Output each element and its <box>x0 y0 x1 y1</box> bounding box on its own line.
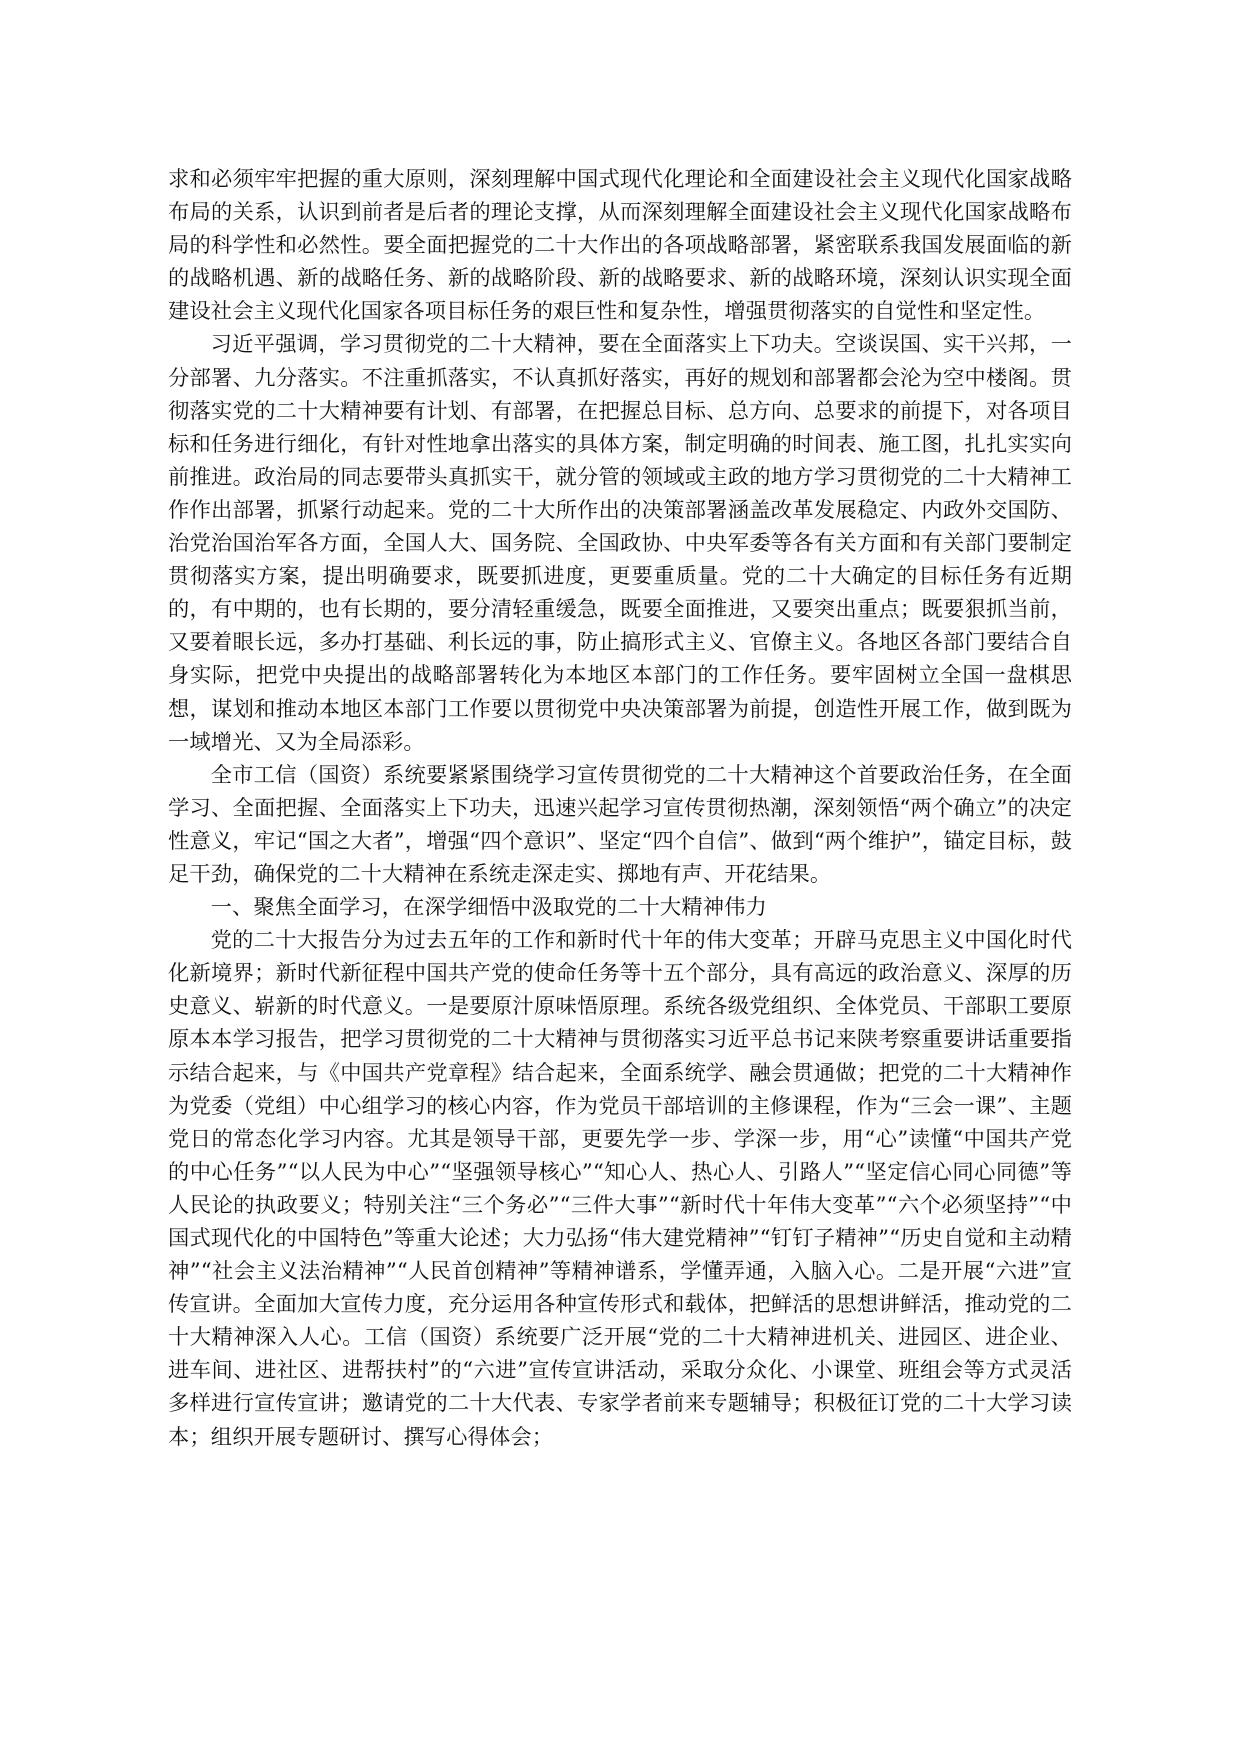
paragraph-continuation: 求和必须牢牢把握的重大原则，深刻理解中国式现代化理论和全面建设社会主义现代化国家战略布局的关系，认识到前者是后者的理论支撑，从而深刻理解全面建设社会主义现代化国家战略布局的科学性和必然性。要全面把握党的二十大作出的各项战略部署，紧密联系我国发展面临的新的战略机遇、新的战略任务、新的战略阶段、新的战略要求、新的战略环境，深刻认识实现全面建设社会主义现代化国家各项目标任务的艰巨性和复杂性，增强贯彻落实的自觉性和坚定性。 <box>168 167 1072 325</box>
paragraph-xi-emphasis: 习近平强调，学习贯彻党的二十大精神，要在全面落实上下功夫。空谈误国、实干兴邦，一分部署、九分落实。不注重抓落实，不认真抓好落实，再好的规划和部署都会沦为空中楼阁。贯彻落实党的二十大精神要有计划、有部署，在把握总目标、总方向、总要求的前提下，对各项目标和任务进行细化，有针对性地拿出落实的具体方案，制定明确的时间表、施工图，扎扎实实向前推进。政治局的同志要带头真抓实干，就分管的领域或主政的地方学习贯彻党的二十大精神工作作出部署，抓紧行动起来。党的二十大所作出的决策部署涵盖改革发展稳定、内政外交国防、治党治国治军各方面，全国人大、国务院、全国政协、中央军委等各有关方面和有关部门要制定贯彻落实方案，提出明确要求，既要抓进度，更要重质量。党的二十大确定的目标任务有近期的，有中期的，也有长期的，要分清轻重缓急，既要全面推进，又要突出重点；既要狠抓当前，又要着眼长远，多办打基础、利长远的事，防止搞形式主义、官僚主义。各地区各部门要结合自身实际，把党中央提出的战略部署转化为本地区本部门的工作任务。要牢固树立全国一盘棋思想，谋划和推动本地区本部门工作要以贯彻党中央决策部署为前提，创造性开展工作，做到既为一域增光、又为全局添彩。 <box>168 332 1072 755</box>
section-heading-one: 一、聚焦全面学习，在深学细悟中汲取党的二十大精神伟力 <box>210 895 767 921</box>
paragraph-city-system: 全市工信（国资）系统要紧紧围绕学习宣传贯彻党的二十大精神这个首要政治任务，在全面学习、全面把握、全面落实上下功夫，迅速兴起学习宣传贯彻热潮，深刻领悟“两个确立”的决定性意义，牢记“国之大者”，增强“四个意识”、坚定“四个自信”、做到“两个维护”，锚定目标，鼓足干劲，确保党的二十大精神在系统走深走实、掷地有声、开花结果。 <box>168 762 1072 887</box>
paragraph-report-study: 党的二十大报告分为过去五年的工作和新时代十年的伟大变革；开辟马克思主义中国化时代化新境界；新时代新征程中国共产党的使命任务等十五个部分，具有高远的政治意义、深厚的历史意义、崭新的时代意义。一是要原汁原味悟原理。系统各级党组织、全体党员、干部职工要原原本本学习报告，把学习贯彻党的二十大精神与贯彻落实习近平总书记来陕考察重要讲话重要指示结合起来，与《中国共产党章程》结合起来，全面系统学、融会贯通做；把党的二十大精神作为党委（党组）中心组学习的核心内容，作为党员干部培训的主修课程，作为“三会一课”、主题党日的常态化学习内容。尤其是领导干部，更要先学一步、学深一步，用“心”读懂“中国共产党的中心任务”“以人民为中心”“坚强领导核心”“知心人、热心人、引路人”“坚定信心同心同德”等人民论的执政要义；特别关注“三个务必”“三件大事”“新时代十年伟大变革”“六个必须坚持”“中国式现代化的中国特色”等重大论述；大力弘扬“伟大建党精神”“钉钉子精神”“历史自觉和主动精神”“社会主义法治精神”“人民首创精神”等精神谱系，学懂弄通，入脑入心。二是开展“六进”宣传宣讲。全面加大宣传力度，充分运用各种宣传形式和载体，把鲜活的思想讲鲜活，推动党的二十大精神深入人心。工信（国资）系统要广泛开展“党的二十大精神进机关、进园区、进企业、进车间、进社区、进帮扶村”的“六进”宣传宣讲活动，采取分众化、小课堂、班组会等方式灵活多样进行宣传宣讲；邀请党的二十大代表、专家学者前来专题辅导；积极征订党的二十大学习读本；组织开展专题研讨、撰写心得体会； <box>168 928 1072 1450</box>
document-body <box>168 163 1072 1454</box>
